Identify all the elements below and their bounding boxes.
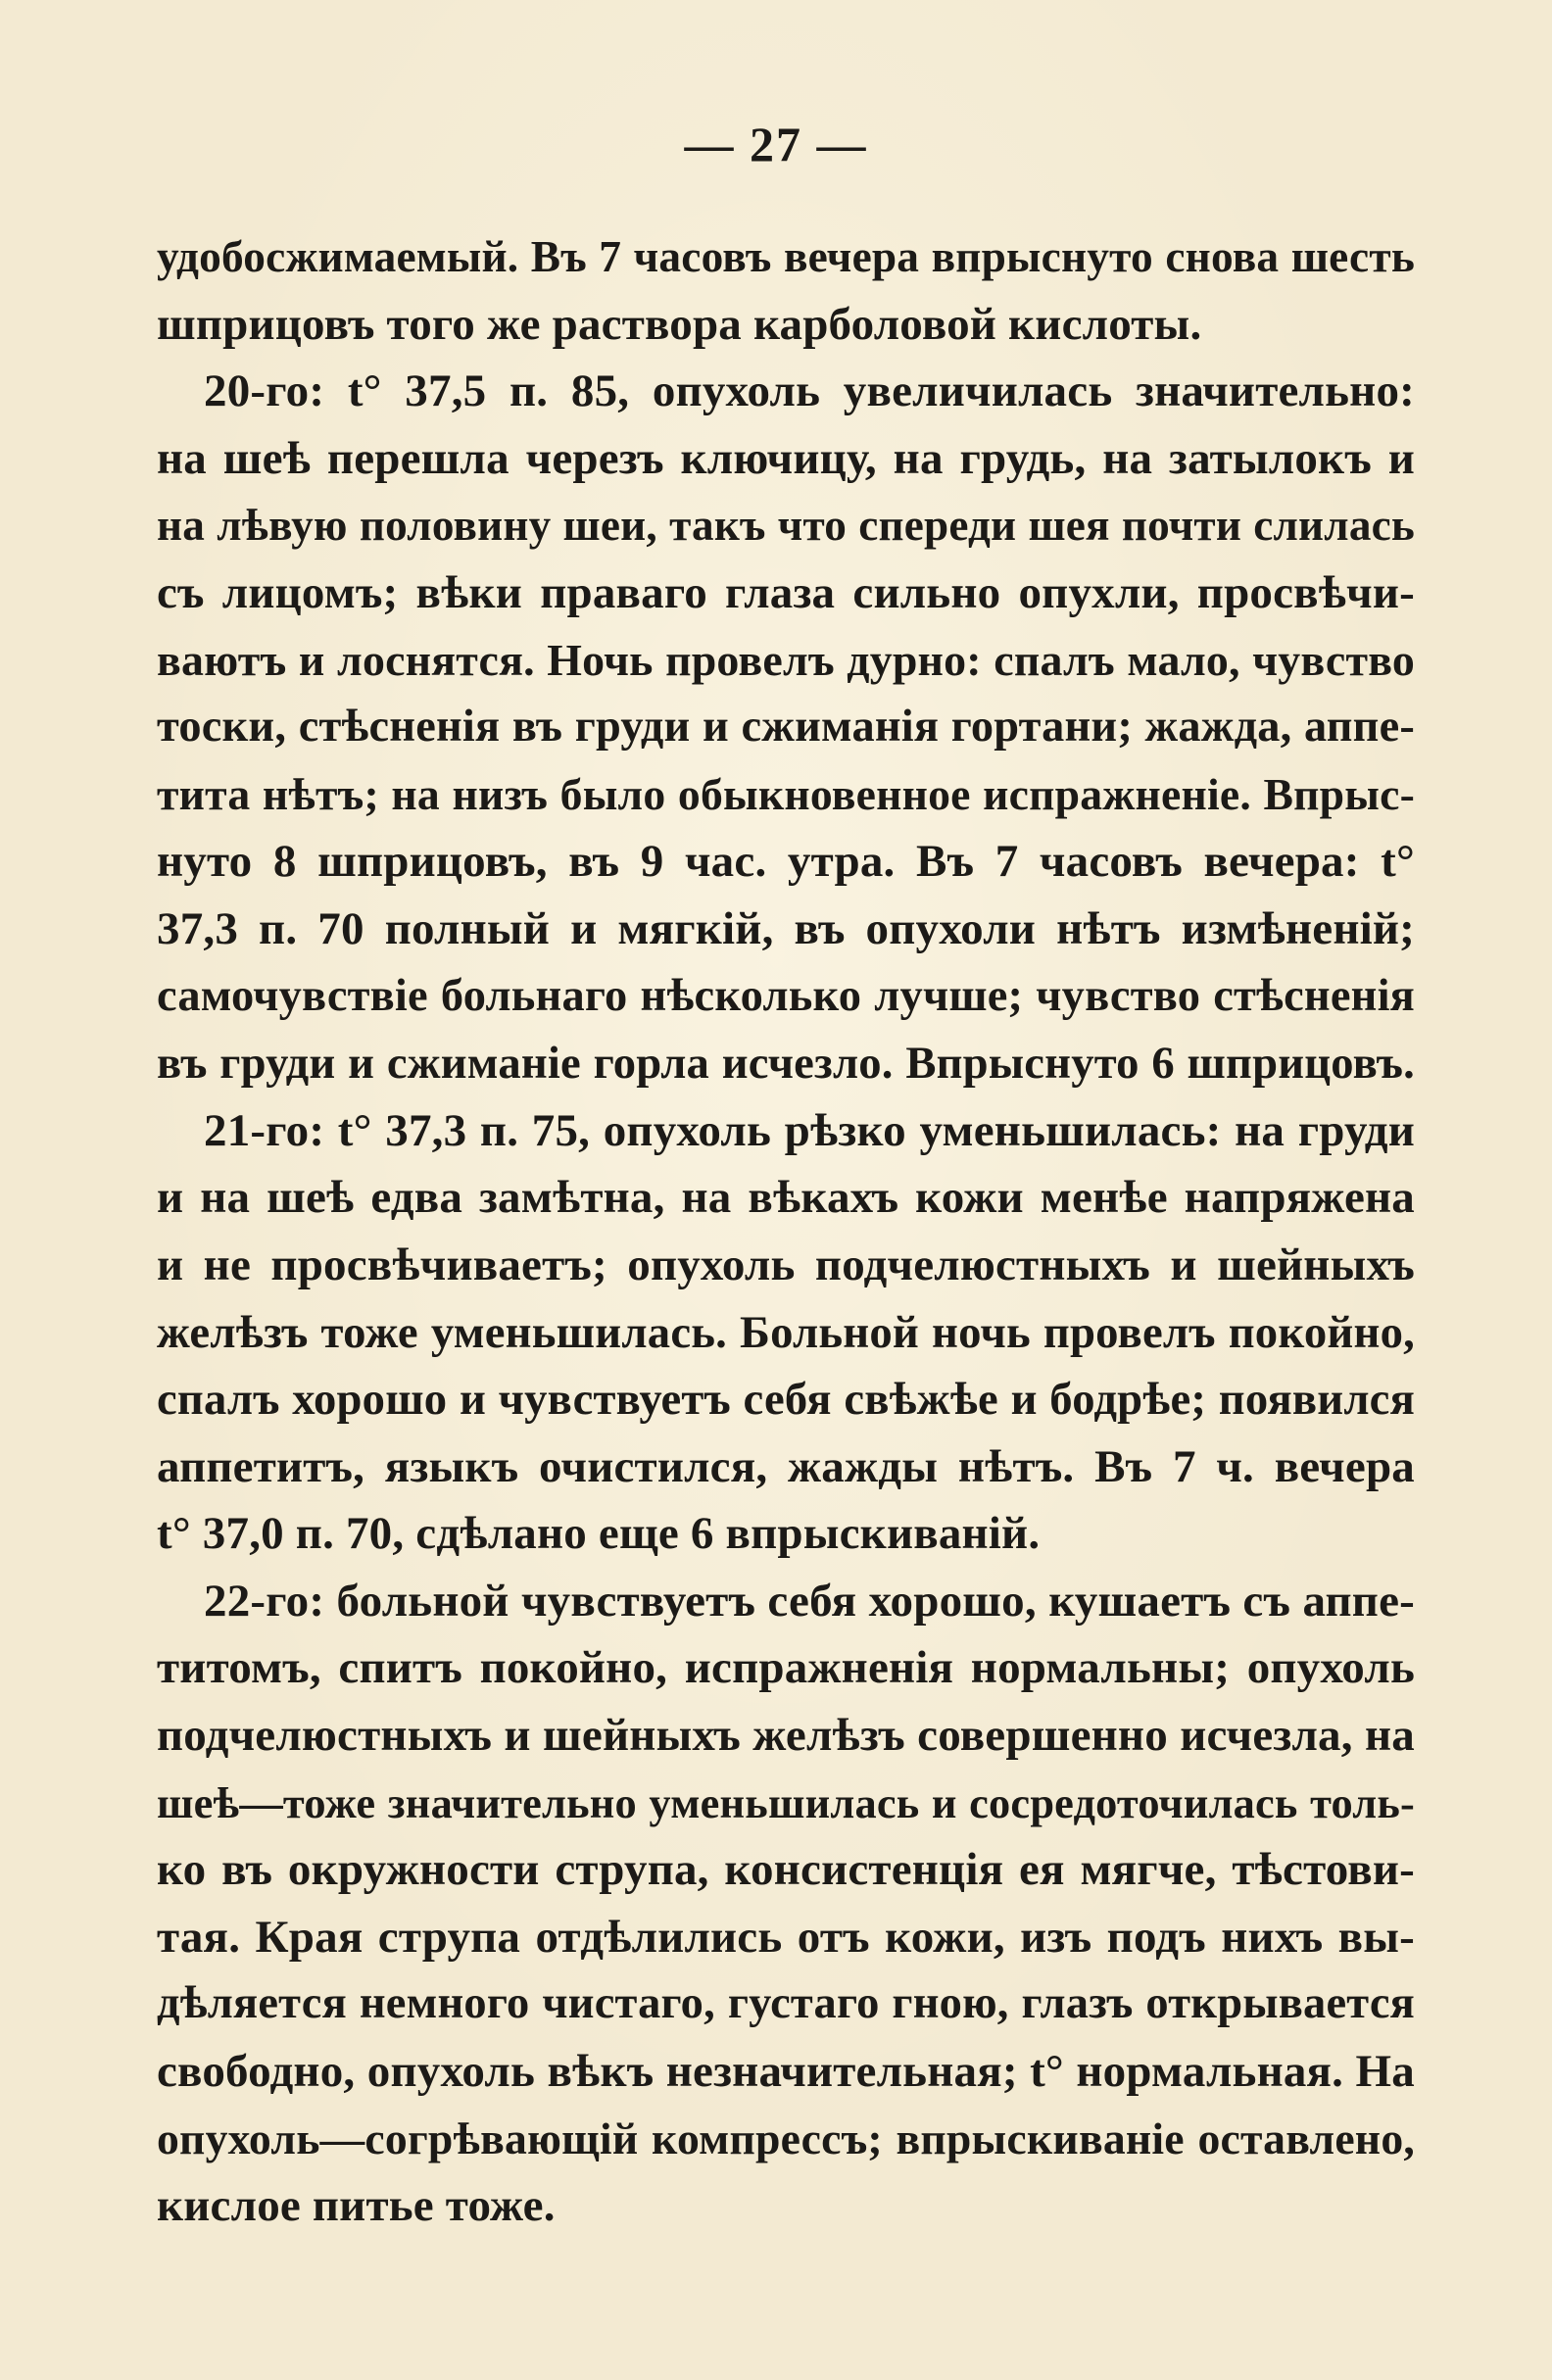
text-line: шеѣ—тоже значительно уменьшилась и сосредоточилась толь- — [157, 1777, 1415, 1827]
text-line: и не просвѣчиваетъ; опухоль подчелюстныхъ и шейныхъ — [157, 1239, 1415, 1290]
paragraph-start-line: 22-го: больной чувствуетъ себя хорошо, кушаетъ съ аппе- — [204, 1575, 1415, 1627]
text-line: подчелюстныхъ и шейныхъ желѣзъ совершенно исчезла, на — [157, 1710, 1415, 1762]
text-line: 37,3 п. 70 полный и мягкій, въ опухоли нѣтъ измѣненій; — [157, 902, 1415, 954]
text-line: дѣляется немного чистаго, густаго гною, глазъ открывается — [157, 1978, 1415, 2029]
text-line: самочувствіе больнаго нѣсколько лучше; чувство стѣсненія — [157, 970, 1415, 1021]
text-line: удобосжимаемый. Въ 7 часовъ вечера впрыснуто снова шесть — [157, 232, 1415, 281]
body-text — [157, 223, 1415, 2240]
text-line: тита нѣтъ; на низъ было обыкновенное испражненіе. Впрыс- — [157, 768, 1415, 819]
text-line: съ лицомъ; вѣки праваго глаза сильно опухли, просвѣчи- — [157, 566, 1415, 618]
text-line: опухоль—согрѣвающій компрессъ; впрыскиваніе оставлено, — [157, 2113, 1415, 2163]
text-line: шприцовъ того же раствора карболовой кислоты. — [157, 298, 1202, 350]
text-line: на лѣвую половину шеи, такъ что спереди шея почти слилась — [157, 501, 1415, 551]
text-line: ко въ окружности струпа, консистенція ея мягче, тѣстови- — [157, 1844, 1415, 1896]
text-line: на шеѣ перешла черезъ ключицу, на грудь, на затылокъ и — [157, 432, 1415, 484]
text-line: въ груди и сжиманіе горла исчезло. Впрыснуто 6 шприцовъ. — [157, 1038, 1415, 1090]
page-number: — 27 — — [684, 117, 868, 171]
paragraph-start-line: 21-го: t° 37,3 п. 75, опухоль рѣзко уменьшилась: на груди — [204, 1104, 1415, 1156]
text-line: желѣзъ тоже уменьшилась. Больной ночь провелъ покойно, — [157, 1306, 1415, 1358]
text-line: аппетитъ, языкъ очистился, жажды нѣтъ. Въ 7 ч. вечера — [157, 1440, 1415, 1492]
text-line: ваютъ и лоснятся. Ночь провелъ дурно: спалъ мало, чувство — [157, 634, 1415, 685]
text-line: и на шеѣ едва замѣтна, на вѣкахъ кожи менѣе напряжена — [157, 1172, 1415, 1224]
text-line: титомъ, спитъ покойно, испражненія нормальны; опухоль — [157, 1642, 1415, 1694]
text-line: свободно, опухоль вѣкъ незначительная; t° нормальная. На — [157, 2046, 1415, 2098]
text-line: кислое питье тоже. — [157, 2180, 556, 2232]
paragraph-start-line: 20-го: t° 37,5 п. 85, опухоль увеличилась значительно: — [204, 365, 1415, 417]
text-line: тоски, стѣсненія въ груди и сжиманія гортани; жажда, аппе- — [157, 702, 1415, 753]
text-line: t° 37,0 п. 70, сдѣлано еще 6 впрыскиваній. — [157, 1508, 1041, 1560]
text-line: тая. Края струпа отдѣлились отъ кожи, изъ подъ нихъ вы- — [157, 1911, 1415, 1963]
text-line: нуто 8 шприцовъ, въ 9 час. утра. Въ 7 часовъ вечера: t° — [157, 836, 1415, 888]
text-line: спалъ хорошо и чувствуетъ себя свѣжѣе и бодрѣе; появился — [157, 1374, 1415, 1426]
